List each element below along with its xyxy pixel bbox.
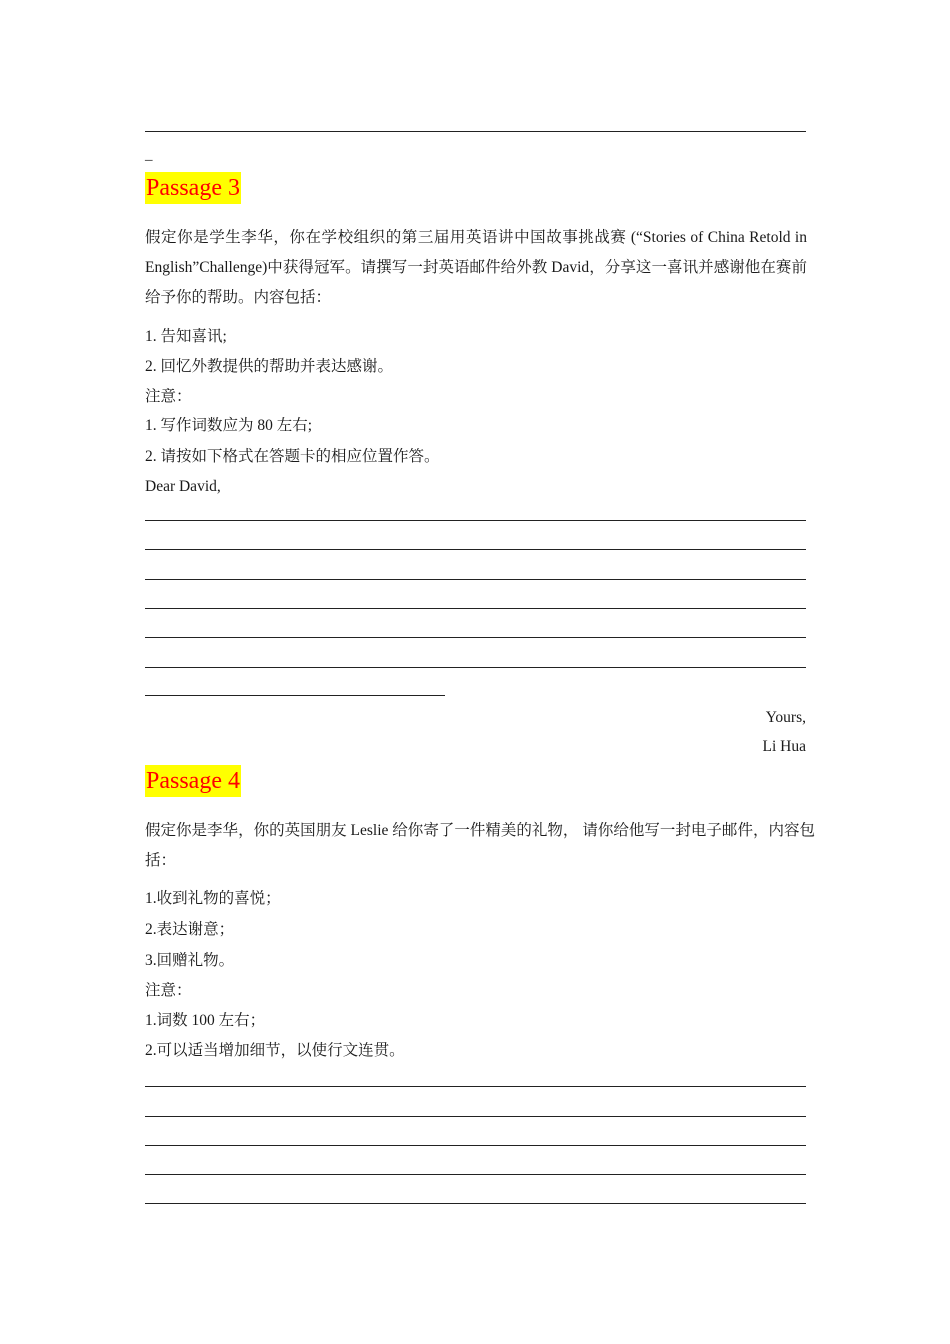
passage-4-note-2: 2.可以适当增加细节，以使行文连贯。 [145, 1042, 405, 1059]
answer-line [145, 608, 806, 609]
passage-3-heading: Passage 3 [145, 172, 241, 204]
passage-3-prompt: 假定你是学生李华，你在学校组织的第三届用英语讲中国故事挑战赛 (“Stories of China Retold in English”Challenge)中获得冠军。请撰写一封英语邮件给外教 David，分享这一喜讯并感谢他在赛前给予你的帮助。内容包括： [145, 229, 807, 306]
passage-3-note-1: 1. 写作词数应为 80 左右; [145, 417, 313, 434]
answer-line [145, 695, 445, 696]
answer-line [145, 549, 806, 550]
passage-4-heading: Passage 4 [145, 765, 241, 797]
signature: Li Hua [762, 738, 806, 755]
passage-4-prompt: 假定你是李华，你的英国朋友 Leslie 给你寄了一件精美的礼物， 请你给他写一封电子邮件，内容包括： [145, 822, 815, 869]
passage-3-note-2: 2. 请按如下格式在答题卡的相应位置作答。 [145, 448, 440, 465]
passage-4-point-2: 2.表达谢意； [145, 921, 235, 938]
passage-4-point-1: 1.收到礼物的喜悦； [145, 890, 281, 907]
passage-3-point-1: 1. 告知喜讯; [145, 328, 227, 345]
passage-4-point-3: 3.回赠礼物。 [145, 952, 235, 969]
answer-line [145, 131, 806, 132]
answer-line [145, 637, 806, 638]
answer-line [145, 1116, 806, 1117]
passage-3-point-2: 2. 回忆外教提供的帮助并表达感谢。 [145, 358, 394, 375]
passage-4-notes-label: 注意： [145, 982, 192, 999]
answer-line [145, 579, 806, 580]
answer-line-overflow: _ [145, 147, 153, 163]
salutation: Dear David, [145, 478, 221, 495]
answer-line [145, 1174, 806, 1175]
answer-line [145, 1145, 806, 1146]
answer-line [145, 667, 806, 668]
passage-3-notes-label: 注意： [145, 388, 192, 405]
answer-line [145, 1086, 806, 1087]
passage-4-note-1: 1.词数 100 左右； [145, 1012, 266, 1029]
answer-line [145, 1203, 806, 1204]
answer-line [145, 520, 806, 521]
closing: Yours, [765, 709, 806, 726]
